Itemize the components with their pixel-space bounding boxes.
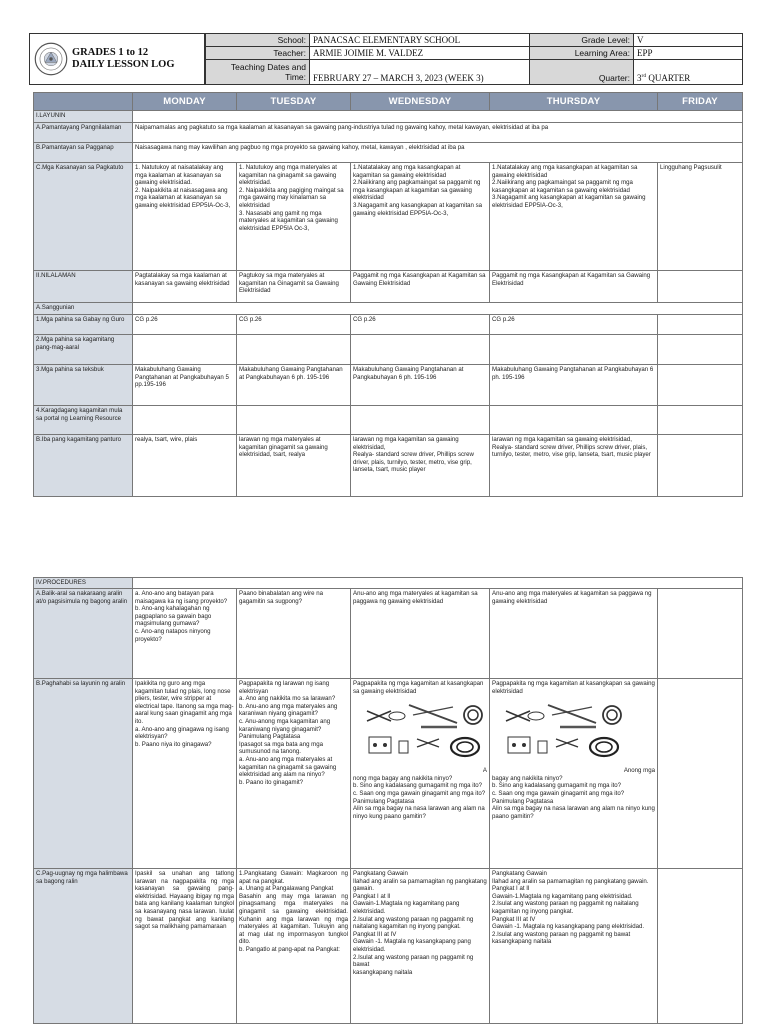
dates-label — [206, 60, 310, 85]
nilalaman-thursday: Paggamit ng mga Kasangkapan at Kagamitan sa Gawaing Elektrisidad — [490, 271, 658, 303]
area-value: EPP — [634, 47, 743, 60]
karagdagang-kagamitan-friday — [658, 406, 743, 435]
karagdagang-kagamitan-thursday — [490, 406, 658, 435]
day-tuesday: TUESDAY — [237, 93, 351, 111]
paghahabi-thursday-questions: bagay ang nakikita ninyo? b. Sino ang kadalasang gumagamit ng mga ito? c. Saan ong mga gawain ginagamit ang mga ito? Panimulang Pagtatasa Alin sa mga bagay na nasa larawan ang alam na ninyo kung paano gamitin? — [492, 774, 655, 820]
kagamitang-mag-aaral-friday — [658, 335, 743, 365]
pag-uugnay-friday — [658, 869, 743, 1024]
teacher-value: ARMIE JOIMIE M. VALDEZ — [310, 47, 530, 60]
grade-value: V — [634, 34, 743, 47]
dates-label-line-2: Time: — [285, 72, 306, 82]
paghahabi-monday: Ipakikita ng guro ang mga kagamitan tulad ng plais, long nose pliers, tester, wire stripper at electrical tape. Itanong sa mga mag-aaral kung saan ginagamit ang mga ito. a. Ano-ano ang ginagawa ng isang elektrisyan? b. Paano niya ito ginagawa? — [133, 679, 237, 869]
teacher-label: Teacher: — [206, 47, 310, 60]
teksbuk-tuesday: Makabuluhang Gawaing Pangtahanan at Pangkabuhayan 6 ph. 195-196 — [237, 365, 351, 406]
iba-pang-kagamitan-monday: realya, tsart, wire, plais — [133, 435, 237, 497]
karagdagang-kagamitan-tuesday — [237, 406, 351, 435]
balik-aral-label: A.Balik-aral sa nakaraang aralin at/o pagsisimula ng bagong aralin — [34, 589, 133, 679]
day-header-blank — [34, 93, 133, 111]
deped-logo-block — [29, 33, 205, 85]
kagamitang-mag-aaral-monday — [133, 335, 237, 365]
layunin-heading: I.LAYUNIN — [34, 111, 133, 123]
teksbuk-thursday: Makabuluhang Gawaing Pangtahanan at Pangkabuhayan 6 ph. 195-196 — [490, 365, 658, 406]
day-header-row — [34, 93, 743, 111]
paghahabi-thursday-fragment: Anong mga — [623, 767, 655, 775]
balik-aral-friday — [658, 589, 743, 679]
kagamitang-mag-aaral-tuesday — [237, 335, 351, 365]
area-label: Learning Area: — [530, 47, 634, 60]
dates-value: FEBRUARY 27 – MARCH 3, 2023 (WEEK 3) — [310, 60, 530, 85]
teksbuk-wednesday: Makabuluhang Gawaing Pangtahanan at Pangkabuhayan 6 ph. 195-196 — [351, 365, 490, 406]
school-value: PANACSAC ELEMENTARY SCHOOL — [310, 34, 530, 47]
teksbuk-friday — [658, 365, 743, 406]
nilalaman-wednesday: Paggamit ng mga Kasangkapan at Kagamitan sa Gawaing Elektrisidad — [351, 271, 490, 303]
iba-pang-kagamitan-friday — [658, 435, 743, 497]
grade-label: Grade Level: — [530, 34, 634, 47]
karagdagang-kagamitan-label: 4.Karagdagang kagamitan mula sa portal ng Learning Resource — [34, 406, 133, 435]
pag-uugnay-thursday: Pangkatang Gawain Ilahad ang aralin sa pamamagitan ng pangkatang gawain. Pangkat I at II Gawain-1.Magtala ng kagamitang pang elektrisidad. 2.Isulat ang wastong paraan ng paggamit ng naitalang kagamitan ng inyong pangkat. Pangkat III at IV Gawain -1. Magtala ng kasangkapang pang elektrisidad. 2.Isulat ang wastong paraan ng paggamit ng bawat kasangkapang naitala — [490, 869, 658, 1024]
teksbuk-label: 3.Mga pahina sa teksbuk — [34, 365, 133, 406]
pamantayan-sa-pagganap-text: Naisasagawa nang may kawilihan ang pagbuo ng mga proyekto sa gawaing kahoy, metal, kawayan , elektrisidad at iba pa — [133, 143, 743, 163]
iba-pang-kagamitan-thursday: larawan ng mga kagamitan sa gawaing elektrisidad, Realya- standard screw driver, Phillips screw driver, plais, turnilyo, tester, metro, vise grip, lanseta, tsart, music player — [490, 435, 658, 497]
paghahabi-wednesday-fragment: A — [482, 767, 487, 775]
gabay-guro-friday — [658, 315, 743, 335]
kasanayan-tuesday: 1. Natutukoy ang mga materyales at kagamitan na ginagamit sa gawaing elektrisidad. 2. Naipakikita ang pagiging maingat sa mga gawaing may kinalaman sa elektrisidad 3. Nasasabi ang gamit ng mga materyales at kagamitan sa gawaing elektrisidad EPP5IA Oc-3, — [237, 163, 351, 271]
paghahabi-wednesday — [351, 679, 490, 869]
gabay-guro-thursday: CG p.26 — [490, 315, 658, 335]
electrical-tools-illustration-2 — [500, 697, 630, 765]
paghahabi-tuesday: Pagpapakita ng larawan ng isang elektrisyan a. Ano ang nakikita mo sa larawan? b. Anu-ano ang mga materyales ang karaniwan niyang ginagamit? c. Anu-anong mga kagamitan ang karaniwang niyang ginagamit? Panimulang Pagtatasa Ipasagot sa mga bata ang mga sumusunod na tanong. a. Anu-ano ang mga materyales at kagamitan na ginagamit sa gawaing elektrisidad ang alam na ninyo? b. Paano ito ginagamit? — [237, 679, 351, 869]
sanggunian-blank — [133, 303, 743, 315]
kagamitang-mag-aaral-label: 2.Mga pahina sa kagamitang pang-mag-aaral — [34, 335, 133, 365]
quarter-word: QUARTER — [646, 73, 691, 83]
balik-aral-tuesday: Paano binabalatan ang wire na gagamitin sa sugpong? — [237, 589, 351, 679]
pag-uugnay-monday: Ipaskil sa unahan ang tatlong larawan na nagpapakita ng mga kasanayan sa gawaing pang-elektrisidad. Hayaang ibigay ng mga bata ang kanilang kaalaman tungkol sa kasanayang nasa larawan. Iuulat ng bawat pangkat ang kanilang sagot sa malikhaing pamamaraan — [133, 869, 237, 1024]
pamantayang-pangnilalaman-text: Naipamamalas ang pagkatuto sa mga kaalaman at kasanayan sa gawaing pang-industriya tulad ng gawaing kahoy, metal kawayan, elektrisidad at iba pa — [133, 123, 743, 143]
kagamitang-mag-aaral-wednesday — [351, 335, 490, 365]
paghahabi-label: B.Paghahabi sa layunin ng aralin — [34, 679, 133, 869]
procedures-blank — [133, 578, 743, 589]
balik-aral-wednesday: Anu-ano ang mga materyales at kagamitan sa paggawa ng gawaing elektrisidad — [351, 589, 490, 679]
nilalaman-label: II.NILALAMAN — [34, 271, 133, 303]
nilalaman-tuesday: Pagtukoy sa mga materyales at kagamitan na Ginagamit sa Gawaing Elektrisidad — [237, 271, 351, 303]
pamantayan-sa-pagganap-label: B.Pamantayan sa Pagganap — [34, 143, 133, 163]
school-label: School: — [206, 34, 310, 47]
iba-pang-kagamitan-wednesday: larawan ng mga kagamitan sa gawaing elektrisidad, Realya- standard screw driver, Phillips screw driver, plais, turnilyo, tester, metro, vise grip, lanseta, tsart, music player — [351, 435, 490, 497]
day-wednesday: WEDNESDAY — [351, 93, 490, 111]
paghahabi-wednesday-questions: nong mga bagay ang nakikita ninyo? b. Sino ang kadalasang gumagamit ng mga ito? c. Saan ong mga gawain ginagamit ang mga ito? Panimulang Pagtatasa Alin sa mga bagay na nasa larawan ang alam na ninyo kung paano gamitin? — [353, 774, 486, 820]
quarter-suffix: rd — [641, 73, 647, 79]
kasanayan-wednesday: 1.Natatalakay ang mga kasangkapan at kagamitan sa gawaing elektrisidad 2.Naiikirang ang pagkamaingat sa paggamit ng mga kasangkapan at kagamitan sa gawaing elektrisidad 3.Nagagamit ang kasangkapan at kagamitan sa gawaing elektrisidad EPP5IA-Oc-3, — [351, 163, 490, 271]
pag-uugnay-label: C.Pag-uugnay ng mga halimbawa sa bagong ralin — [34, 869, 133, 1024]
iba-pang-kagamitan-tuesday: larawan ng mga materyales at kagamitan ginagamit sa gawaing elektrisidad, tsart, realya — [237, 435, 351, 497]
day-friday: FRIDAY — [658, 93, 743, 111]
kasanayan-thursday: 1.Natatalakay ang mga kasangkapan at kagamitan sa gawaing elektrisidad 2.Naiikirang ang pagkamaingat sa paggamit ng mga kasangkapan at kagamitan sa gawaing elektrisidad 3.Nagagamit ang kasangkapan at kagamitan sa gawaing elektrisidad EPP5IA-Oc-3, — [490, 163, 658, 271]
layunin-blank — [133, 111, 743, 123]
teksbuk-monday: Makabuluhang Gawaing Pangtahanan at Pangkabuhayan 5 pp.195-196 — [133, 365, 237, 406]
procedures-heading: IV.PROCEDURES — [34, 578, 133, 589]
lesson-objectives-table — [33, 92, 743, 497]
nilalaman-monday: Pagtatalakay sa mga kaalaman at kasanayan sa gawaing elektrisidad — [133, 271, 237, 303]
brand-line-1: GRADES 1 to 12 — [72, 47, 149, 58]
quarter-number: 3 — [637, 73, 642, 83]
pag-uugnay-tuesday: 1.Pangkatang Gawain: Magkaroon ng apat na pangkat. a. Unang at Pangalawang Pangkat Basahin ang may mga larawan ng pinagsamang mga materyales na ginagamit sa gawaing elektrisidad. Kuhanin ang mga larawan ng mga materyales at kagamitan. Tukuyin ang at mag ulat ng impormasyon tungkol dito. b. Pangatlo at pang-apat na Pangkat: — [237, 869, 351, 1024]
dll-header — [29, 33, 742, 85]
balik-aral-thursday: Anu-ano ang mga materyales at kagamitan sa paggawa ng gawaing elektrisidad — [490, 589, 658, 679]
kagamitang-mag-aaral-thursday — [490, 335, 658, 365]
day-thursday: THURSDAY — [490, 93, 658, 111]
kasanayan-monday: 1. Natutukoy at naisatalakay ang mga kaalaman at kasanayan sa gawaing elektrisidad. 2. Naipakikita at naisasagawa ang mga kaalaman at kasanayan sa gawaing elektrisidad EPP5IA-Oc-3, — [133, 163, 237, 271]
procedures-table — [33, 577, 743, 1024]
electrical-tools-illustration — [361, 697, 490, 765]
school-info-table — [205, 33, 743, 85]
day-monday: MONDAY — [133, 93, 237, 111]
gabay-guro-label: 1.Mga pahina sa Gabay ng Guro — [34, 315, 133, 335]
brand-line-2: DAILY LESSON LOG — [72, 59, 175, 70]
nilalaman-friday — [658, 271, 743, 303]
paghahabi-thursday — [490, 679, 658, 869]
karagdagang-kagamitan-wednesday — [351, 406, 490, 435]
balik-aral-monday: a. Ano-ano ang batayan para maisagawa ka ng isang proyekto? b. Ano-ang kahalagahan ng pagpaplano sa gawain bago magsimulang gumawa? c. Ano-ang natapos ninyong proyekto? — [133, 589, 237, 679]
iba-pang-kagamitan-label: B.Iba pang kagamitang panturo — [34, 435, 133, 497]
gabay-guro-tuesday: CG p.26 — [237, 315, 351, 335]
deped-seal-icon — [34, 42, 68, 76]
gabay-guro-wednesday: CG p.26 — [351, 315, 490, 335]
quarter-value — [634, 60, 743, 85]
kasanayan-friday: Lingguhang Pagsusulit — [658, 163, 743, 271]
pamantayang-pangnilalaman-label: A.Pamantayang Pangnilalaman — [34, 123, 133, 143]
paghahabi-thursday-intro: Pagpapakita ng mga kagamitan at kasangkapan sa gawaing elektrisidad — [492, 680, 655, 695]
paghahabi-friday — [658, 679, 743, 869]
pag-uugnay-wednesday: Pangkatang Gawain Ilahad ang aralin sa pamamagitan ng pangkatang gawain. Pangkat I at II Gawain-1.Magtala ng kagamitang pang elektrisidad. 2.Isulat ang wastong paraan ng paggamit ng naitalang kagamitan ng inyong pangkat. Pangkat III at IV Gawain -1. Magtala ng kasangkapang pang elektrisidad. 2.Isulat ang wastong paraan ng paggamit ng bawat kasangkapang naitala — [351, 869, 490, 1024]
gabay-guro-monday: CG p.26 — [133, 315, 237, 335]
paghahabi-wednesday-intro: Pagpapakita ng mga kagamitan at kasangkapan sa gawaing elektrisidad — [353, 680, 484, 695]
dates-label-line-1: Teaching Dates and — [230, 62, 306, 72]
quarter-label: Quarter: — [530, 60, 634, 85]
karagdagang-kagamitan-monday — [133, 406, 237, 435]
kasanayan-label: C.Mga Kasanayan sa Pagkatuto — [34, 163, 133, 271]
sanggunian-label: A.Sanggunian — [34, 303, 133, 315]
